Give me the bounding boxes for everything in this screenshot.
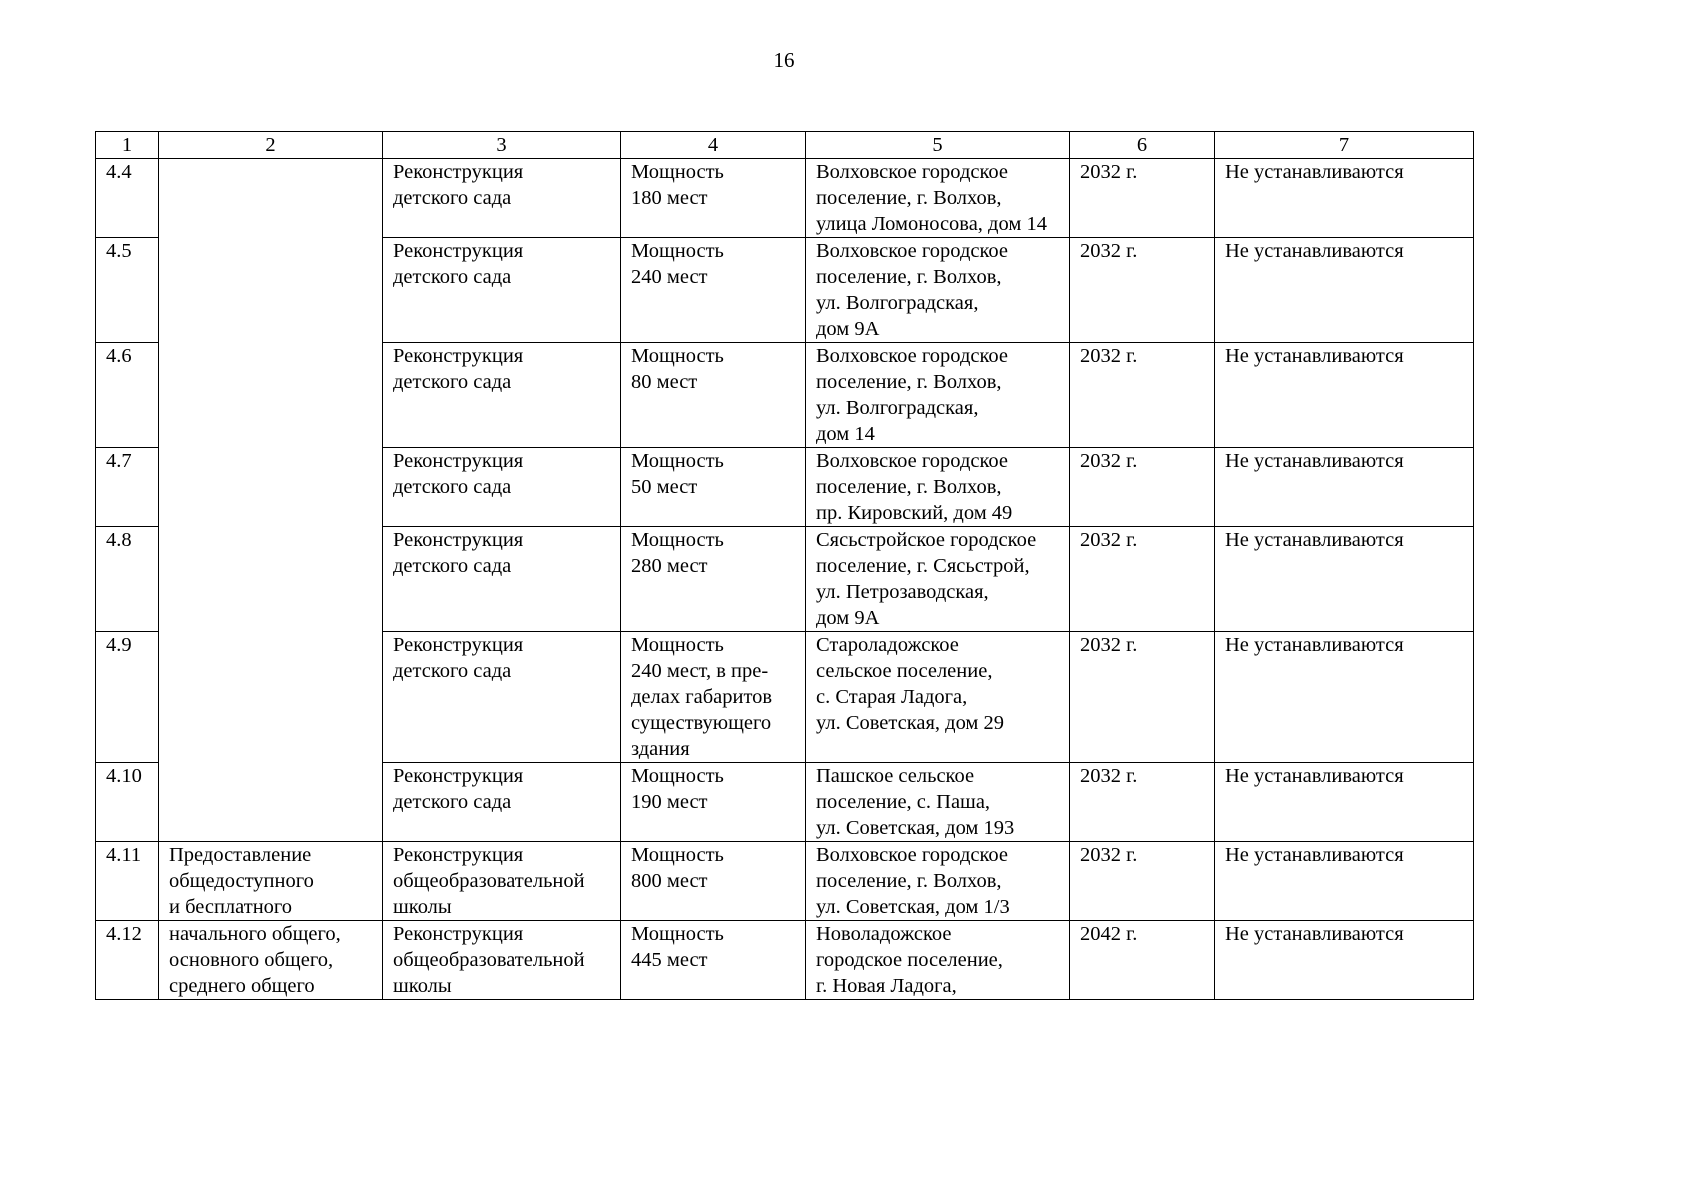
row-number: 4.5: [96, 238, 159, 343]
row-number: 4.10: [96, 763, 159, 842]
zones-cell: Не устанавливаются: [1215, 238, 1474, 343]
row-number: 4.6: [96, 343, 159, 448]
object-name: Реконструкция детского сада: [383, 763, 621, 842]
zones-cell: Не устанавливаются: [1215, 527, 1474, 632]
object-location: Волховское городское поселение, г. Волхов, ул. Волгоградская, дом 14: [806, 343, 1070, 448]
object-capacity: Мощность 240 мест: [621, 238, 806, 343]
row-number: 4.11: [96, 842, 159, 921]
object-location: Волховское городское поселение, г. Волхов, ул. Волгоградская, дом 9А: [806, 238, 1070, 343]
zones-cell: Не устанавливаются: [1215, 763, 1474, 842]
object-capacity: Мощность 190 мест: [621, 763, 806, 842]
header-cell: 3: [383, 132, 621, 159]
table-row: [96, 159, 1474, 238]
object-name: Реконструкция детского сада: [383, 343, 621, 448]
object-location: Новоладожское городское поселение, г. Новая Ладога,: [806, 921, 1070, 1000]
header-cell: 4: [621, 132, 806, 159]
object-capacity: Мощность 180 мест: [621, 159, 806, 238]
object-location: Староладожское сельское поселение, с. Старая Ладога, ул. Советская, дом 29: [806, 632, 1070, 763]
purpose-cell: начального общего, основного общего, среднего общего: [159, 921, 383, 1000]
zones-cell: Не устанавливаются: [1215, 632, 1474, 763]
object-name: Реконструкция детского сада: [383, 448, 621, 527]
header-cell: 1: [96, 132, 159, 159]
purpose-cell: Предоставление общедоступного и бесплатного: [159, 842, 383, 921]
object-location: Волховское городское поселение, г. Волхов, ул. Советская, дом 1/3: [806, 842, 1070, 921]
row-number: 4.12: [96, 921, 159, 1000]
implementation-year: 2032 г.: [1070, 527, 1215, 632]
object-location: Волховское городское поселение, г. Волхов, пр. Кировский, дом 49: [806, 448, 1070, 527]
implementation-year: 2032 г.: [1070, 632, 1215, 763]
row-number: 4.9: [96, 632, 159, 763]
object-name: Реконструкция общеобразовательной школы: [383, 842, 621, 921]
implementation-year: 2032 г.: [1070, 842, 1215, 921]
implementation-year: 2042 г.: [1070, 921, 1215, 1000]
zones-cell: Не устанавливаются: [1215, 343, 1474, 448]
header-cell: 5: [806, 132, 1070, 159]
zones-cell: Не устанавливаются: [1215, 448, 1474, 527]
object-capacity: Мощность 280 мест: [621, 527, 806, 632]
header-row: [96, 132, 1474, 159]
row-number: 4.8: [96, 527, 159, 632]
page-number: 16: [773, 48, 795, 72]
implementation-year: 2032 г.: [1070, 343, 1215, 448]
object-location: Сясьстройское городское поселение, г. Сясьстрой, ул. Петрозаводская, дом 9А: [806, 527, 1070, 632]
header-cell: 7: [1215, 132, 1474, 159]
object-name: Реконструкция детского сада: [383, 238, 621, 343]
implementation-year: 2032 г.: [1070, 448, 1215, 527]
implementation-year: 2032 г.: [1070, 763, 1215, 842]
zones-cell: Не устанавливаются: [1215, 921, 1474, 1000]
table-row: [96, 921, 1474, 1000]
object-location: Волховское городское поселение, г. Волхов, улица Ломоносова, дом 14: [806, 159, 1070, 238]
object-capacity: Мощность 445 мест: [621, 921, 806, 1000]
object-capacity: Мощность 240 мест, в пре- делах габаритов существующего здания: [621, 632, 806, 763]
implementation-year: 2032 г.: [1070, 238, 1215, 343]
row-number: 4.4: [96, 159, 159, 238]
object-name: Реконструкция детского сада: [383, 527, 621, 632]
object-name: Реконструкция детского сада: [383, 632, 621, 763]
header-cell: 6: [1070, 132, 1215, 159]
zones-cell: Не устанавливаются: [1215, 842, 1474, 921]
document-table: [95, 131, 1474, 1000]
zones-cell: Не устанавливаются: [1215, 159, 1474, 238]
purpose-cell-empty: [159, 159, 383, 842]
object-name: Реконструкция детского сада: [383, 159, 621, 238]
object-capacity: Мощность 50 мест: [621, 448, 806, 527]
row-number: 4.7: [96, 448, 159, 527]
object-capacity: Мощность 800 мест: [621, 842, 806, 921]
table-row: [96, 842, 1474, 921]
header-cell: 2: [159, 132, 383, 159]
object-name: Реконструкция общеобразовательной школы: [383, 921, 621, 1000]
object-capacity: Мощность 80 мест: [621, 343, 806, 448]
object-location: Пашское сельское поселение, с. Паша, ул. Советская, дом 193: [806, 763, 1070, 842]
implementation-year: 2032 г.: [1070, 159, 1215, 238]
